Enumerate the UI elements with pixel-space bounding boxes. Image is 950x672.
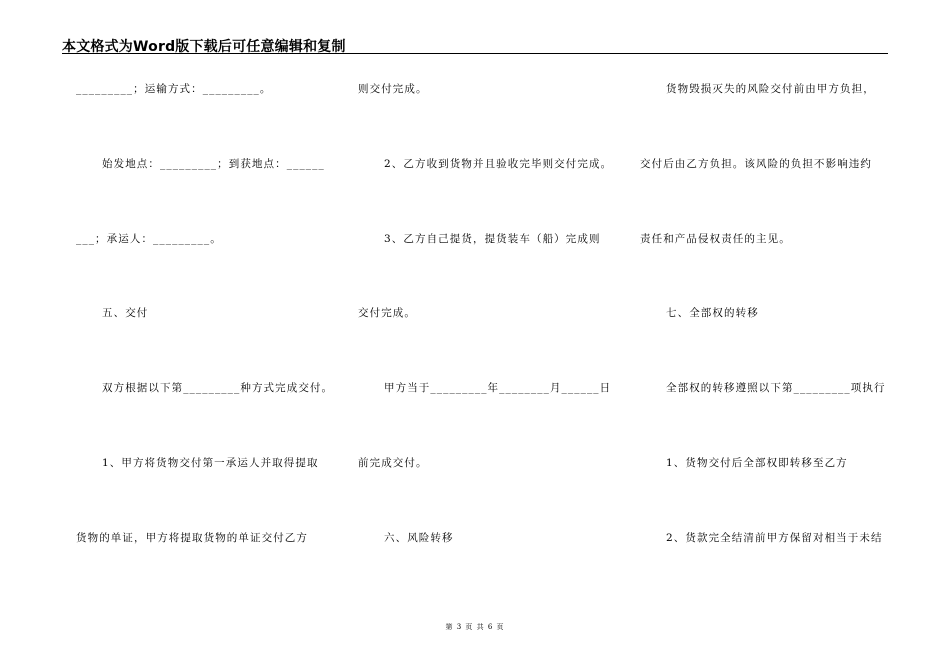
section-heading: 六、风险转移 bbox=[384, 532, 454, 544]
text-line: ___；承运人：_________。 bbox=[76, 233, 222, 245]
page-number: 第 3 页 共 6 页 bbox=[445, 623, 505, 631]
text-line: 货物的单证，甲方将提取货物的单证交付乙方 bbox=[76, 532, 308, 544]
section-heading: 七、全部权的转移 bbox=[666, 307, 759, 319]
text-line: 前完成交付。 bbox=[358, 457, 428, 469]
text-line: 始发地点：_________；到获地点：______ bbox=[102, 158, 325, 170]
text-line: 双方根据以下第_________种方式完成交付。 bbox=[102, 382, 334, 394]
text-line: 货物毁损灭失的风险交付前由甲方负担， bbox=[666, 83, 875, 95]
document-header-title: 本文格式为Word版下载后可任意编辑和复制 bbox=[62, 39, 346, 55]
text-line: _________；运输方式：_________。 bbox=[76, 83, 272, 95]
text-line: 责任和产品侵权责任的主见。 bbox=[640, 233, 791, 245]
text-line: 则交付完成。 bbox=[358, 83, 428, 95]
section-heading: 五、交付 bbox=[102, 307, 149, 319]
text-line: 1、甲方将货物交付第一承运人并取得提取 bbox=[102, 457, 319, 469]
text-line: 甲方当于_________年________月______日 bbox=[384, 382, 612, 394]
text-line: 交付完成。 bbox=[358, 307, 416, 319]
text-line: 全部权的转移遵照以下第_________项执行 bbox=[666, 382, 886, 394]
text-line: 3、乙方自己提货，提货装车（船）完成则 bbox=[384, 233, 601, 245]
text-line: 2、乙方收到货物并且验收完毕则交付完成。 bbox=[384, 158, 613, 170]
text-line: 1、货物交付后全部权即转移至乙方 bbox=[666, 457, 848, 469]
text-line: 交付后由乙方负担。该风险的负担不影响违约 bbox=[640, 158, 872, 170]
text-line: 2、货款完全结清前甲方保留对相当于未结 bbox=[666, 532, 883, 544]
header-divider bbox=[62, 53, 888, 54]
